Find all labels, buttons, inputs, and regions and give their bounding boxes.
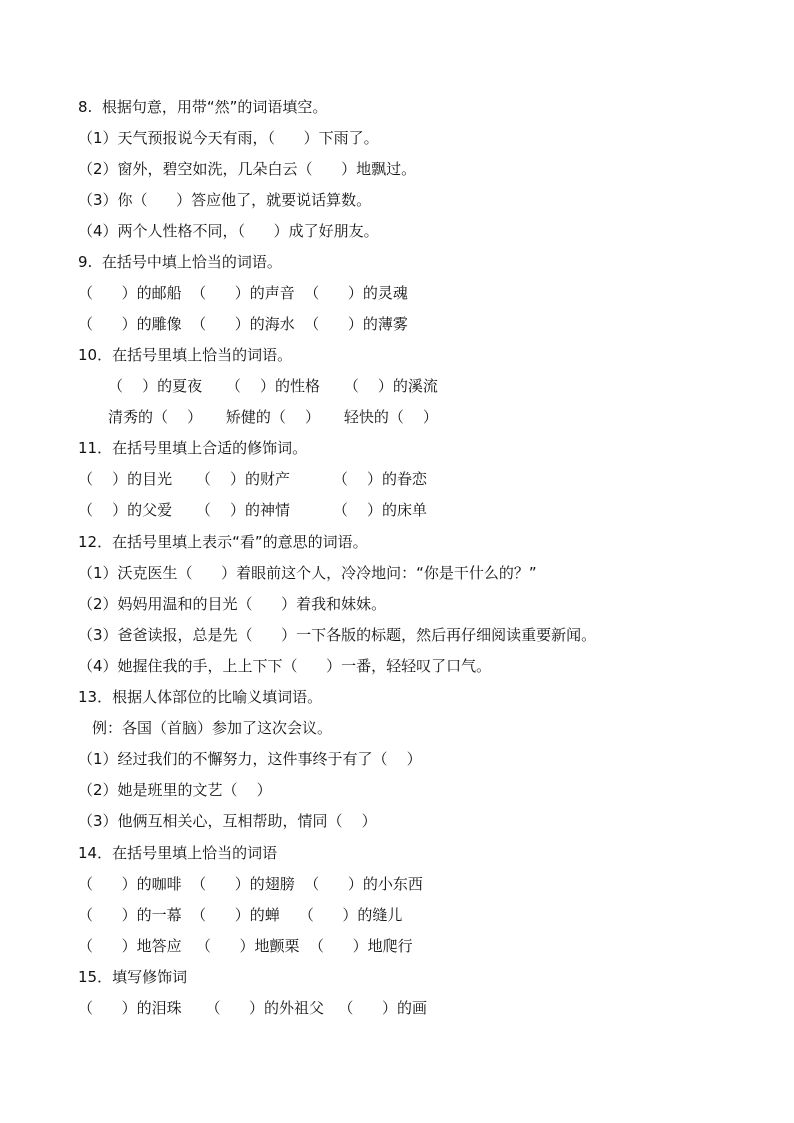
- question-14-row-3: （ ）地答应 （ ）地颤栗 （ ）地爬行: [78, 937, 413, 955]
- question-14-row-2: （ ）的一幕 （ ）的蝉 （ ）的缝儿: [78, 906, 403, 924]
- question-10-title: 10．在括号里填上恰当的词语。: [78, 346, 293, 364]
- question-12-item-4: （4）她握住我的手，上上下下（ ）一番，轻轻叹了口气。: [78, 657, 492, 675]
- question-13-title: 13．根据人体部位的比喻义填词语。: [78, 688, 323, 706]
- question-12-title: 12．在括号里填上表示“看”的意思的词语。: [78, 533, 368, 551]
- question-14-title: 14．在括号里填上恰当的词语: [78, 844, 278, 862]
- question-13-example: 例：各国（首脑）参加了这次会议。: [92, 719, 333, 737]
- question-8-item-2: （2）窗外，碧空如洗，几朵白云（ ）地飘过。: [78, 160, 417, 178]
- question-11-row-1: （ ）的目光 （ ）的财产 （ ）的眷恋: [78, 470, 427, 488]
- question-14-row-1: （ ）的咖啡 （ ）的翅膀 （ ）的小东西: [78, 875, 423, 893]
- question-9-title: 9. 在括号中填上恰当的词语。: [78, 253, 282, 271]
- question-8-title: 8. 根据句意，用带“然”的词语填空。: [78, 98, 328, 116]
- question-8-item-4: （4）两个人性格不同，（ ）成了好朋友。: [78, 222, 379, 240]
- question-13-item-2: （2）她是班里的文艺（ ）: [78, 781, 272, 799]
- question-9-row-1: （ ）的邮船 （ ）的声音 （ ）的灵魂: [78, 284, 408, 302]
- question-10-row-2: 清秀的（ ） 矫健的（ ） 轻快的（ ）: [108, 408, 438, 426]
- question-13-item-1: （1）经过我们的不懈努力，这件事终于有了（ ）: [78, 750, 422, 768]
- question-11-row-2: （ ）的父爱 （ ）的神情 （ ）的床单: [78, 501, 427, 519]
- question-12-item-1: （1）沃克医生（ ）着眼前这个人，冷冷地问：“你是干什么的？”: [78, 564, 537, 582]
- question-11-title: 11．在括号里填上合适的修饰词。: [78, 439, 308, 457]
- question-12-item-2: （2）妈妈用温和的目光（ ）着我和妹妹。: [78, 595, 387, 613]
- question-13-item-3: （3）他俩互相关心，互相帮助，情同（ ）: [78, 812, 377, 830]
- question-12-item-3: （3）爸爸读报，总是先（ ）一下各版的标题，然后再仔细阅读重要新闻。: [78, 626, 597, 644]
- question-9-row-2: （ ）的雕像 （ ）的海水 （ ）的薄雾: [78, 315, 408, 333]
- question-10-row-1: （ ）的夏夜 （ ）的性格 （ ）的溪流: [108, 377, 438, 395]
- question-15-title: 15．填写修饰词: [78, 968, 188, 986]
- question-15-row-1: （ ）的泪珠 （ ）的外祖父 （ ）的画: [78, 999, 427, 1017]
- question-8-item-3: （3）你（ ）答应他了，就要说话算数。: [78, 191, 372, 209]
- question-8-item-1: （1）天气预报说今天有雨，（ ）下雨了。: [78, 129, 379, 147]
